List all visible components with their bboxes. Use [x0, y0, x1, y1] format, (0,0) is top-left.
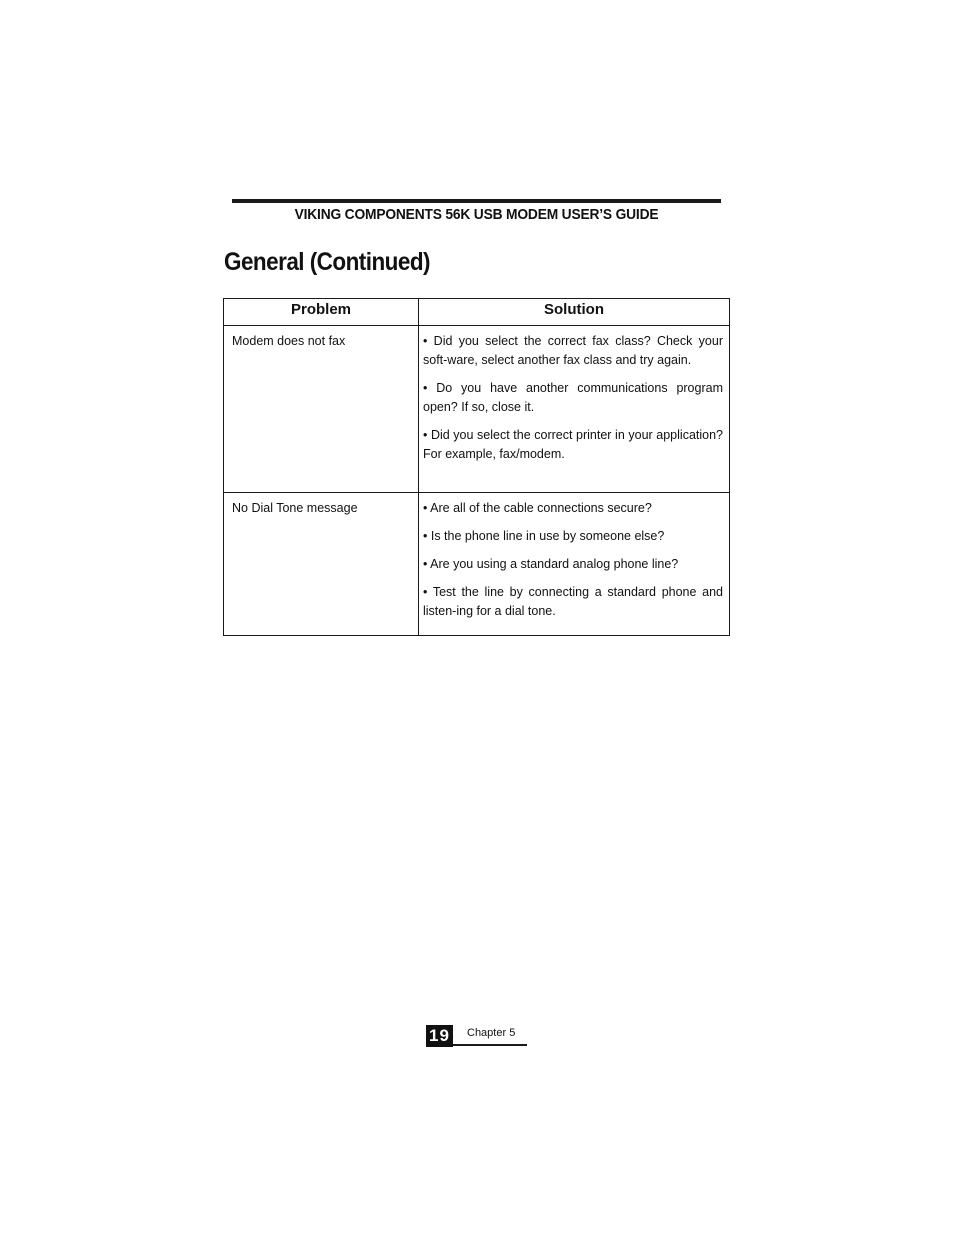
solution-cell [419, 493, 730, 636]
problem-cell: Modem does not fax [224, 326, 419, 493]
page-number: 19 [426, 1025, 453, 1047]
solution-item: • Are you using a standard analog phone line? [423, 557, 679, 571]
solution-cell [419, 326, 730, 493]
troubleshooting-table [223, 298, 730, 636]
table-row [224, 493, 730, 636]
solution-item: • Test the line by connecting a standard phone and listen-ing for a dial tone. [423, 585, 723, 618]
solution-item: • Is the phone line in use by someone else? [423, 529, 665, 543]
page-footer [426, 1025, 527, 1047]
column-header-problem: Problem [224, 299, 419, 326]
solution-item: • Do you have another communications program open? If so, close it. [423, 381, 723, 414]
page-title: General (Continued) [224, 248, 431, 276]
table-header-row [224, 299, 730, 326]
column-header-solution: Solution [419, 299, 730, 326]
table-row [224, 326, 730, 493]
solution-item: • Did you select the correct fax class? Check your soft-ware, select another fax class and try again. [423, 334, 723, 367]
header-rule [232, 199, 721, 203]
chapter-label: Chapter 5 [467, 1027, 516, 1039]
solution-item: • Did you select the correct printer in your application? For example, fax/modem. [423, 428, 723, 461]
solution-item: • Are all of the cable connections secure? [423, 501, 652, 515]
problem-cell: No Dial Tone message [224, 493, 419, 636]
footer-rule [453, 1044, 527, 1046]
running-header: VIKING COMPONENTS 56K USB MODEM USER’S GUIDE [294, 206, 659, 223]
